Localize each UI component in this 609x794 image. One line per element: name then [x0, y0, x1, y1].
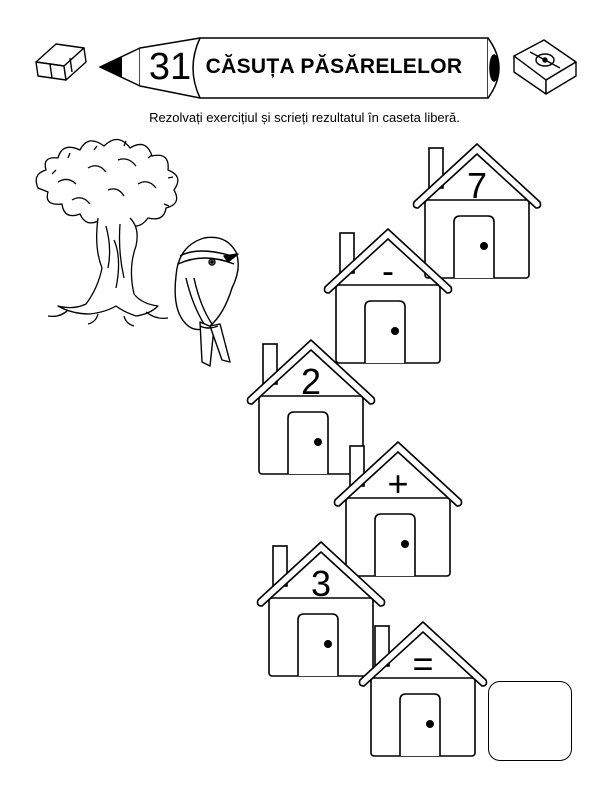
- house-6: [358, 620, 488, 760]
- house-6-label: =: [412, 643, 434, 684]
- pencil-banner: [0, 0, 609, 100]
- eraser-icon: [36, 44, 86, 80]
- instruction-text: Rezolvați exercițiul și scrieți rezultatul în caseta liberă.: [149, 110, 460, 125]
- house-5-label: 3: [310, 563, 332, 604]
- house-4-label: +: [387, 463, 409, 504]
- page-number: 31: [148, 46, 192, 88]
- page-title: CĂSUȚA PĂSĂRELELOR: [205, 55, 463, 78]
- sharpener-icon: [514, 40, 576, 94]
- bird-illustration: [175, 237, 238, 366]
- house-1-label: 7: [466, 165, 488, 206]
- house-2-label: -: [382, 250, 394, 291]
- house-icon: [358, 620, 488, 760]
- tree-illustration: [36, 139, 178, 326]
- tree-and-bird-illustration: [28, 128, 248, 378]
- house-3-label: 2: [300, 361, 322, 402]
- pencil-tip: [100, 48, 140, 86]
- answer-box[interactable]: [488, 681, 572, 761]
